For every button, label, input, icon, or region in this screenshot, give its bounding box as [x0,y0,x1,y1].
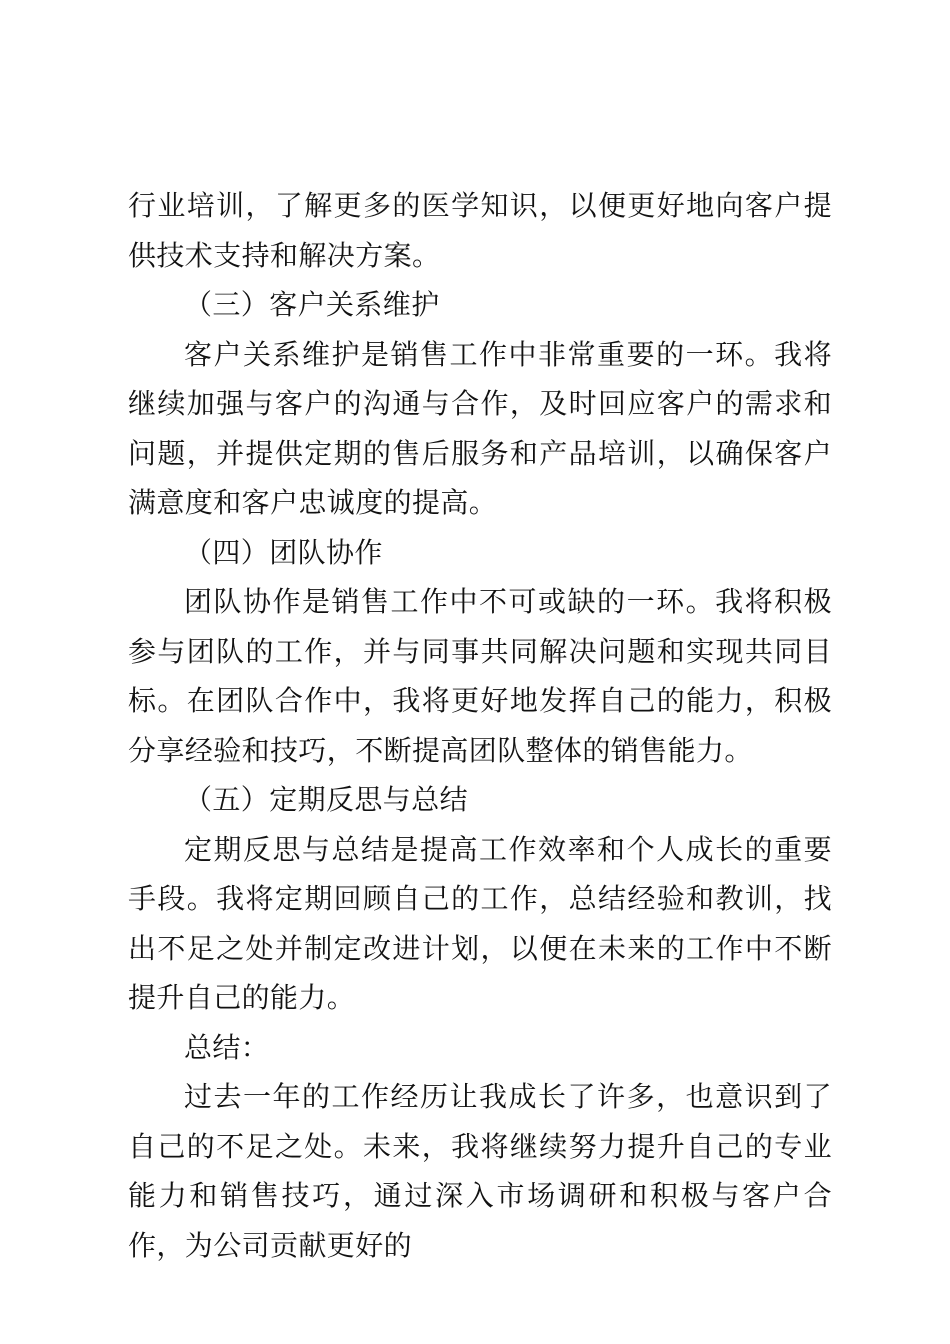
paragraph-teamwork: 团队协作是销售工作中不可或缺的一环。我将积极参与团队的工作，并与同事共同解决问题和实现共同目标。在团队合作中，我将更好地发挥自己的能力，积极分享经验和技巧，不断提高团队整体的销售能力。 [128,585,832,767]
paragraph-customer-relations: 客户关系维护是销售工作中非常重要的一环。我将继续加强与客户的沟通与合作，及时回应客户的需求和问题，并提供定期的售后服务和产品培训，以确保客户满意度和客户忠诚度的提高。 [128,337,832,519]
section-heading-summary: 总结： [184,1030,270,1064]
section-heading-customer-relations: （三）客户关系维护 [184,288,440,321]
section-heading-reflection: （五）定期反思与总结 [184,783,469,816]
paragraph-training-continuation: 行业培训，了解更多的医学知识，以便更好地向客户提供技术支持和解决方案。 [128,189,832,272]
paragraph-reflection: 定期反思与总结是提高工作效率和个人成长的重要手段。我将定期回顾自己的工作，总结经验和教训，找出不足之处并制定改进计划，以便在未来的工作中不断提升自己的能力。 [128,832,832,1014]
section-heading-teamwork: （四）团队协作 [184,535,383,569]
document-body [128,181,832,1270]
paragraph-summary: 过去一年的工作经历让我成长了许多，也意识到了自己的不足之处。未来，我将继续努力提升自己的专业能力和销售技巧，通过深入市场调研和积极与客户合作，为公司贡献更好的 [128,1080,832,1262]
